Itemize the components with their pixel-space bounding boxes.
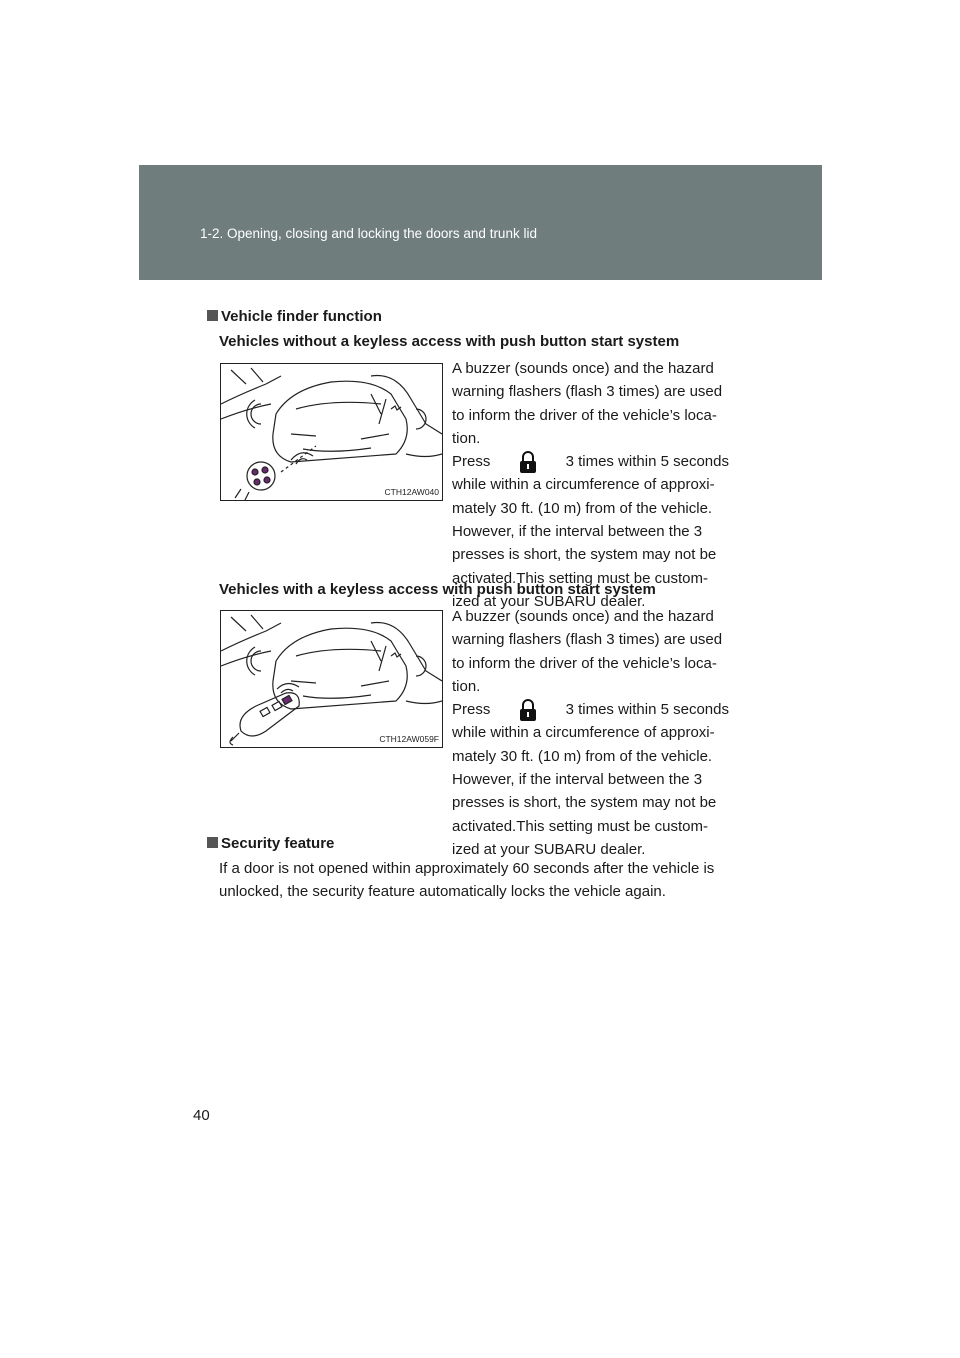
text-line: while within a circumference of approxi- <box>452 724 715 742</box>
press-rest: 3 times within 5 seconds <box>565 701 729 719</box>
section-title: Security feature <box>221 835 335 852</box>
header-band <box>139 165 822 280</box>
text-line: while within a circumference of approxi- <box>452 476 715 494</box>
image-code: CTH12AW059F <box>379 734 439 744</box>
press-line <box>452 698 729 721</box>
text-line: presses is short, the system may not be <box>452 794 717 812</box>
text-line: activated.This setting must be custom- <box>452 569 708 587</box>
text-line: mately 30 ft. (10 m) from of the vehicle. <box>452 747 713 765</box>
lock-icon <box>519 451 537 473</box>
press-word: Press <box>452 701 491 719</box>
illustration-keyless-fob <box>220 610 443 748</box>
text-line: to inform the driver of the vehicle’s loca- <box>452 406 717 424</box>
text-line: However, if the interval between the 3 <box>452 523 703 541</box>
text-line: However, if the interval between the 3 <box>452 771 703 789</box>
car-hazard-illustration <box>221 364 442 500</box>
page-number: 40 <box>193 1107 210 1124</box>
image-code: CTH12AW040 <box>384 487 439 497</box>
press-rest: 3 times within 5 seconds <box>565 453 729 471</box>
text-line: tion. <box>452 677 481 695</box>
car-hazard-illustration <box>221 611 442 747</box>
text-line: activated.This setting must be custom- <box>452 817 708 835</box>
security-paragraph <box>219 857 737 904</box>
text-line: A buzzer (sounds once) and the hazard <box>452 608 714 625</box>
text-line: mately 30 ft. (10 m) from of the vehicle. <box>452 499 713 517</box>
breadcrumb: 1-2. Opening, closing and locking the doors and trunk lid <box>200 226 537 241</box>
text-line: warning flashers (flash 3 times) are used <box>452 383 723 401</box>
text-line: to inform the driver of the vehicle’s loca- <box>452 654 717 672</box>
section-title: Vehicle finder function <box>221 308 382 325</box>
paragraph-without-keyless <box>452 357 729 613</box>
text-line: ized at your SUBARU dealer. <box>452 840 646 858</box>
subheading-without-keyless: Vehicles without a keyless access with push button start system <box>219 333 680 350</box>
press-line <box>452 450 729 473</box>
illustration-key-remote <box>220 363 443 501</box>
paragraph-with-keyless <box>452 605 729 861</box>
lock-icon <box>519 699 537 721</box>
text-line: A buzzer (sounds once) and the hazard <box>452 360 714 377</box>
text-line: If a door is not opened within approximately 60 seconds after the vehicle is <box>219 860 715 877</box>
square-bullet-icon <box>207 310 218 321</box>
text-line: tion. <box>452 429 481 447</box>
text-line: unlocked, the security feature automatically locks the vehicle again. <box>219 883 666 901</box>
text-line: ized at your SUBARU dealer. <box>452 592 646 610</box>
section-heading-vehicle-finder <box>207 308 382 325</box>
press-word: Press <box>452 453 491 471</box>
subheading-with-keyless: Vehicles with a keyless access with push button start system <box>219 581 656 598</box>
text-line: warning flashers (flash 3 times) are used <box>452 631 723 649</box>
text-line: presses is short, the system may not be <box>452 546 717 564</box>
section-heading-security <box>207 835 334 852</box>
square-bullet-icon <box>207 837 218 848</box>
